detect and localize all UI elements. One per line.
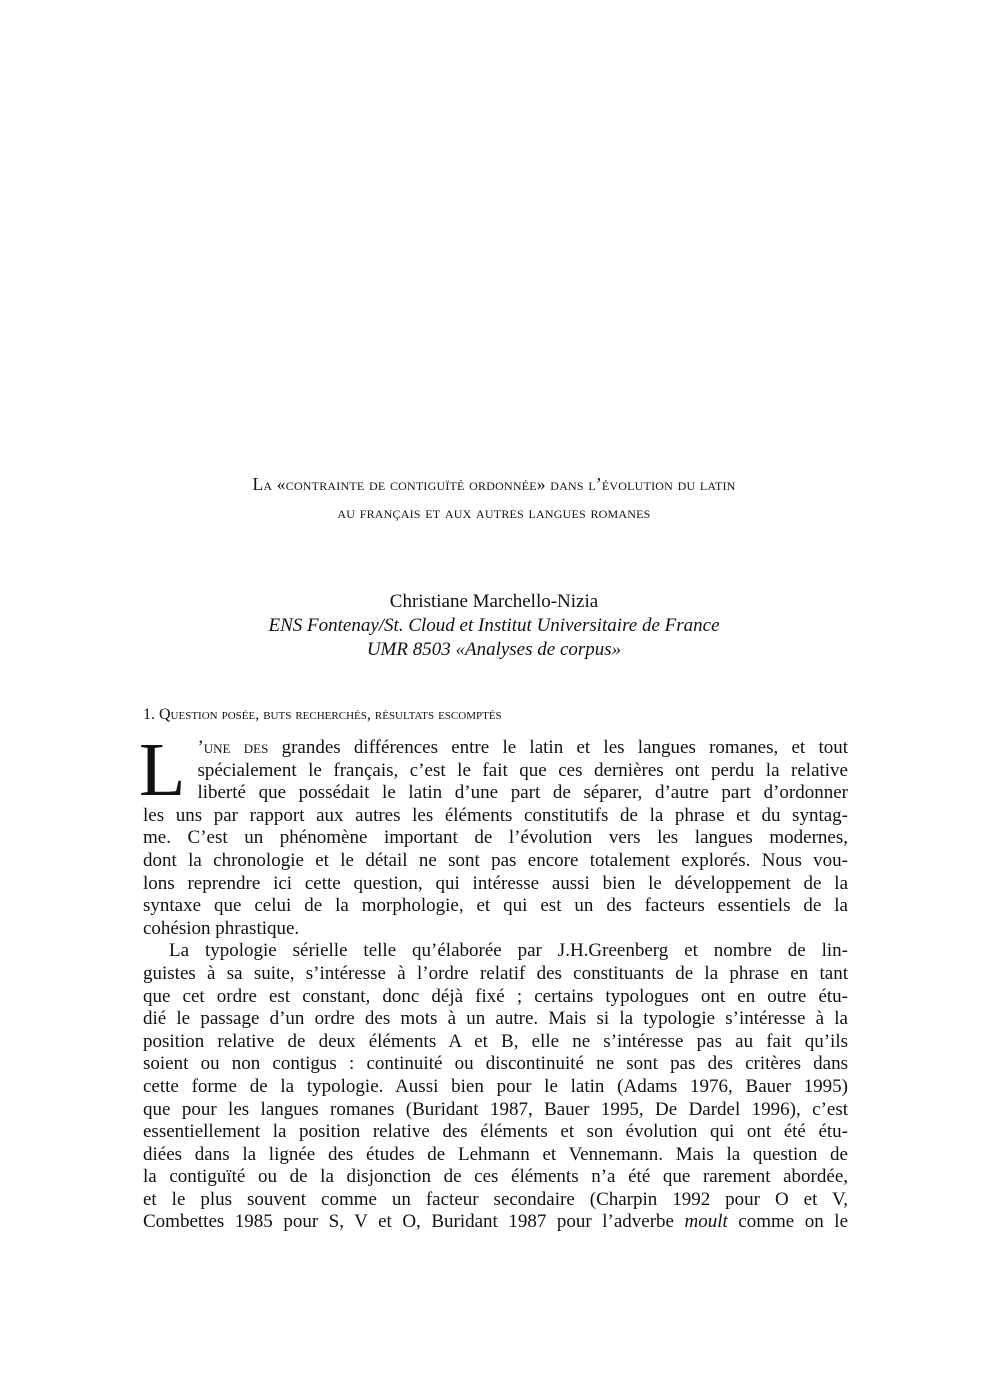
paragraph-line-text: grandes différences entre le latin et les langues romanes, et tout <box>268 737 849 758</box>
italic-term: moult <box>684 1211 728 1233</box>
paragraph-line <box>143 737 848 760</box>
paragraph-line: guistes à sa suite, s’intéresse à l’ordre relatif des constituants de la phrase en tant <box>143 962 848 984</box>
paragraph-line: cette forme de la typologie. Aussi bien pour le latin (Adams 1976, Bauer 1995) <box>143 1075 848 1097</box>
author-block <box>140 590 848 662</box>
paragraph-line: liberté que possédait le latin d’une part de séparer, d’autre part d’ordonner <box>197 782 848 804</box>
paragraph-line: dié le passage d’un ordre des mots à un autre. Mais si la typologie s’intéresse à la <box>143 1008 848 1030</box>
body-text <box>139 728 849 1234</box>
line-text: Combettes 1985 pour S, V et O, Buridant 1987 pour l’adverbe <box>143 1211 685 1233</box>
paragraph-line <box>143 1211 848 1234</box>
article-title <box>140 470 848 526</box>
paragraph-1 <box>139 728 849 940</box>
paragraph-line: cohésion phrastique. <box>143 917 300 939</box>
title-line-1: La «contrainte de contiguïté ordonnée» dans l’évolution du latin <box>252 474 736 494</box>
paragraph-line: les uns par rapport aux autres les éléments constitutifs de la phrase et du syntag- <box>143 804 848 826</box>
paragraph-line: que pour les langues romanes (Buridant 1987, Bauer 1995, De Dardel 1996), c’est <box>143 1098 848 1120</box>
title-line-2: au français et aux autres langues romanes <box>337 502 651 522</box>
section-number: 1. <box>143 706 155 723</box>
paragraph-line: me. C’est un phénomène important de l’évolution vers les langues modernes, <box>143 827 848 849</box>
paragraph-line: que cet ordre est constant, donc déjà fixé ; certains typologues ont en outre étu- <box>143 985 848 1007</box>
paragraph-line: essentiellement la position relative des éléments et son évolution qui ont été étu- <box>143 1121 848 1143</box>
lead-smallcaps: ’une des <box>197 737 269 758</box>
paragraph-line: position relative de deux éléments A et B, elle ne s’intéresse pas au fait qu’ils <box>143 1030 848 1052</box>
paragraph-line: syntaxe que celui de la morphologie, et qui est un des facteurs essentiels de la <box>143 895 848 917</box>
paragraph-line: La typologie sérielle telle qu’élaborée par J.H.Greenberg et nombre de lin- <box>169 940 848 962</box>
paragraph-line: la contiguïté ou de la disjonction de ces éléments n’a été que rarement abordée, <box>143 1166 848 1188</box>
paragraph-line: spécialement le français, c’est le fait que ces dernières ont perdu la relative <box>197 759 848 781</box>
paragraph-line: soient ou non contigus : continuité ou discontinuité ne sont pas des critères dans <box>143 1053 848 1075</box>
drop-cap: L <box>139 728 186 812</box>
section-title: Question posée, buts recherchés, résultats escomptés <box>159 706 502 723</box>
author-name: Christiane Marchello-Nizia <box>389 591 599 612</box>
author-affiliation: ENS Fontenay/St. Cloud et Institut Universitaire de France <box>268 615 720 636</box>
paragraph-2 <box>143 940 848 1234</box>
paragraph-line: et le plus souvent comme un facteur secondaire (Charpin 1992 pour O et V, <box>143 1188 848 1210</box>
paragraph-line: dont la chronologie et le détail ne sont pas encore totalement explorés. Nous vou- <box>143 849 848 871</box>
paragraph-line: lons reprendre ici cette question, qui intéresse aussi bien le développement de la <box>143 872 848 894</box>
line-text: comme on le <box>727 1211 849 1233</box>
section-heading <box>143 704 502 726</box>
author-unit: UMR 8503 «Analyses de corpus» <box>366 639 622 660</box>
paragraph-line: diées dans la lignée des études de Lehmann et Vennemann. Mais la question de <box>143 1143 848 1165</box>
